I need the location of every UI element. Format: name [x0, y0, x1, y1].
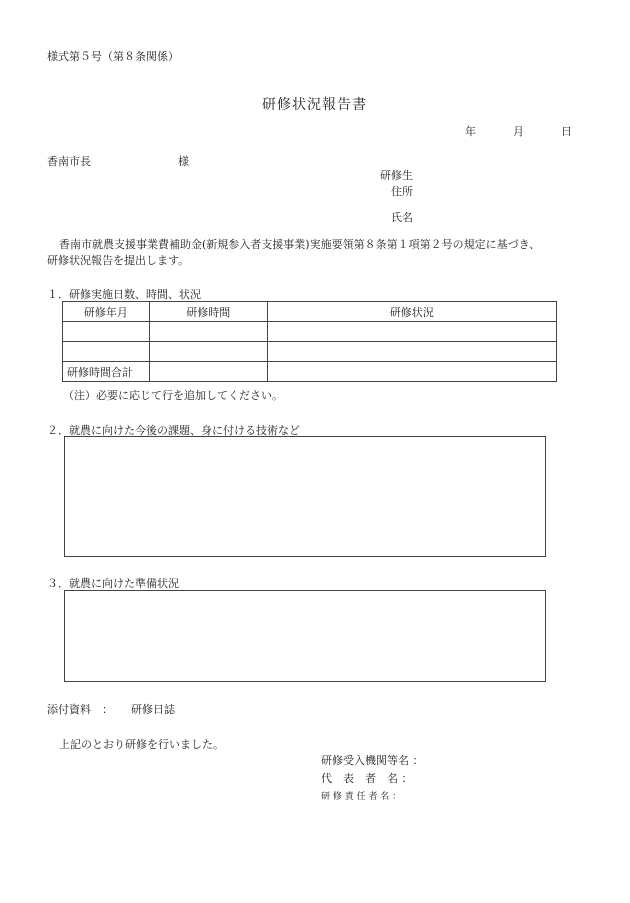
intro-text-line1: 香南市就農支援事業費補助金(新規参入者支援事業)実施要領第８条第１項第２号の規定に基づき、 [59, 238, 541, 251]
representative-name-label: 代 表 者 名 ： [321, 772, 413, 785]
column-header-month: 研修年月 [63, 302, 150, 322]
table-row [63, 322, 557, 342]
table-cell[interactable] [267, 342, 556, 362]
table-header-row [63, 302, 557, 322]
table-cell[interactable] [63, 322, 150, 342]
table-cell[interactable] [149, 322, 267, 342]
date-month-label: 月 [513, 125, 524, 138]
name-label: 氏名 [391, 211, 413, 224]
attachment-value: 研修日誌 [131, 703, 175, 716]
applicant-label: 研修生 [380, 169, 413, 182]
table-cell[interactable] [267, 322, 556, 342]
table-cell[interactable] [149, 342, 267, 362]
column-header-hours: 研修時間 [149, 302, 267, 322]
section2-heading: ２．就農に向けた今後の課題、身に付ける技術など [47, 424, 300, 437]
section3-heading: ３．就農に向けた準備状況 [47, 577, 179, 590]
supervisor-name-label: 研 修 責 任 者 名 ： [321, 792, 402, 802]
date-year-label: 年 [465, 125, 476, 138]
page-title: 研修状況報告書 [262, 97, 367, 113]
table-row [63, 342, 557, 362]
date-day-label: 日 [561, 125, 572, 138]
table-note: （注）必要に応じて行を追加してください。 [63, 389, 283, 402]
table-cell[interactable] [63, 342, 150, 362]
section1-heading: １．研修実施日数、時間、状況 [47, 288, 201, 301]
institution-name-label: 研修受入機関等名 ： [321, 754, 424, 767]
total-status-cell[interactable] [267, 362, 556, 382]
training-log-table [62, 301, 557, 382]
attachment-label: 添付資料 ： [47, 703, 113, 716]
addressee-name: 香南市長 [47, 155, 91, 168]
table-total-row [63, 362, 557, 382]
total-hours-cell[interactable] [149, 362, 267, 382]
preparation-textbox[interactable] [64, 590, 546, 682]
column-header-status: 研修状況 [267, 302, 556, 322]
closing-statement: 上記のとおり研修を行いました。 [59, 738, 224, 751]
address-label: 住所 [391, 185, 413, 198]
challenges-textbox[interactable] [64, 436, 546, 557]
form-number: 様式第５号（第８条関係） [47, 50, 179, 63]
total-hours-label: 研修時間合計 [63, 362, 150, 382]
intro-text-line2: 研修状況報告を提出します。 [47, 254, 190, 267]
addressee-honorific: 様 [178, 155, 189, 168]
